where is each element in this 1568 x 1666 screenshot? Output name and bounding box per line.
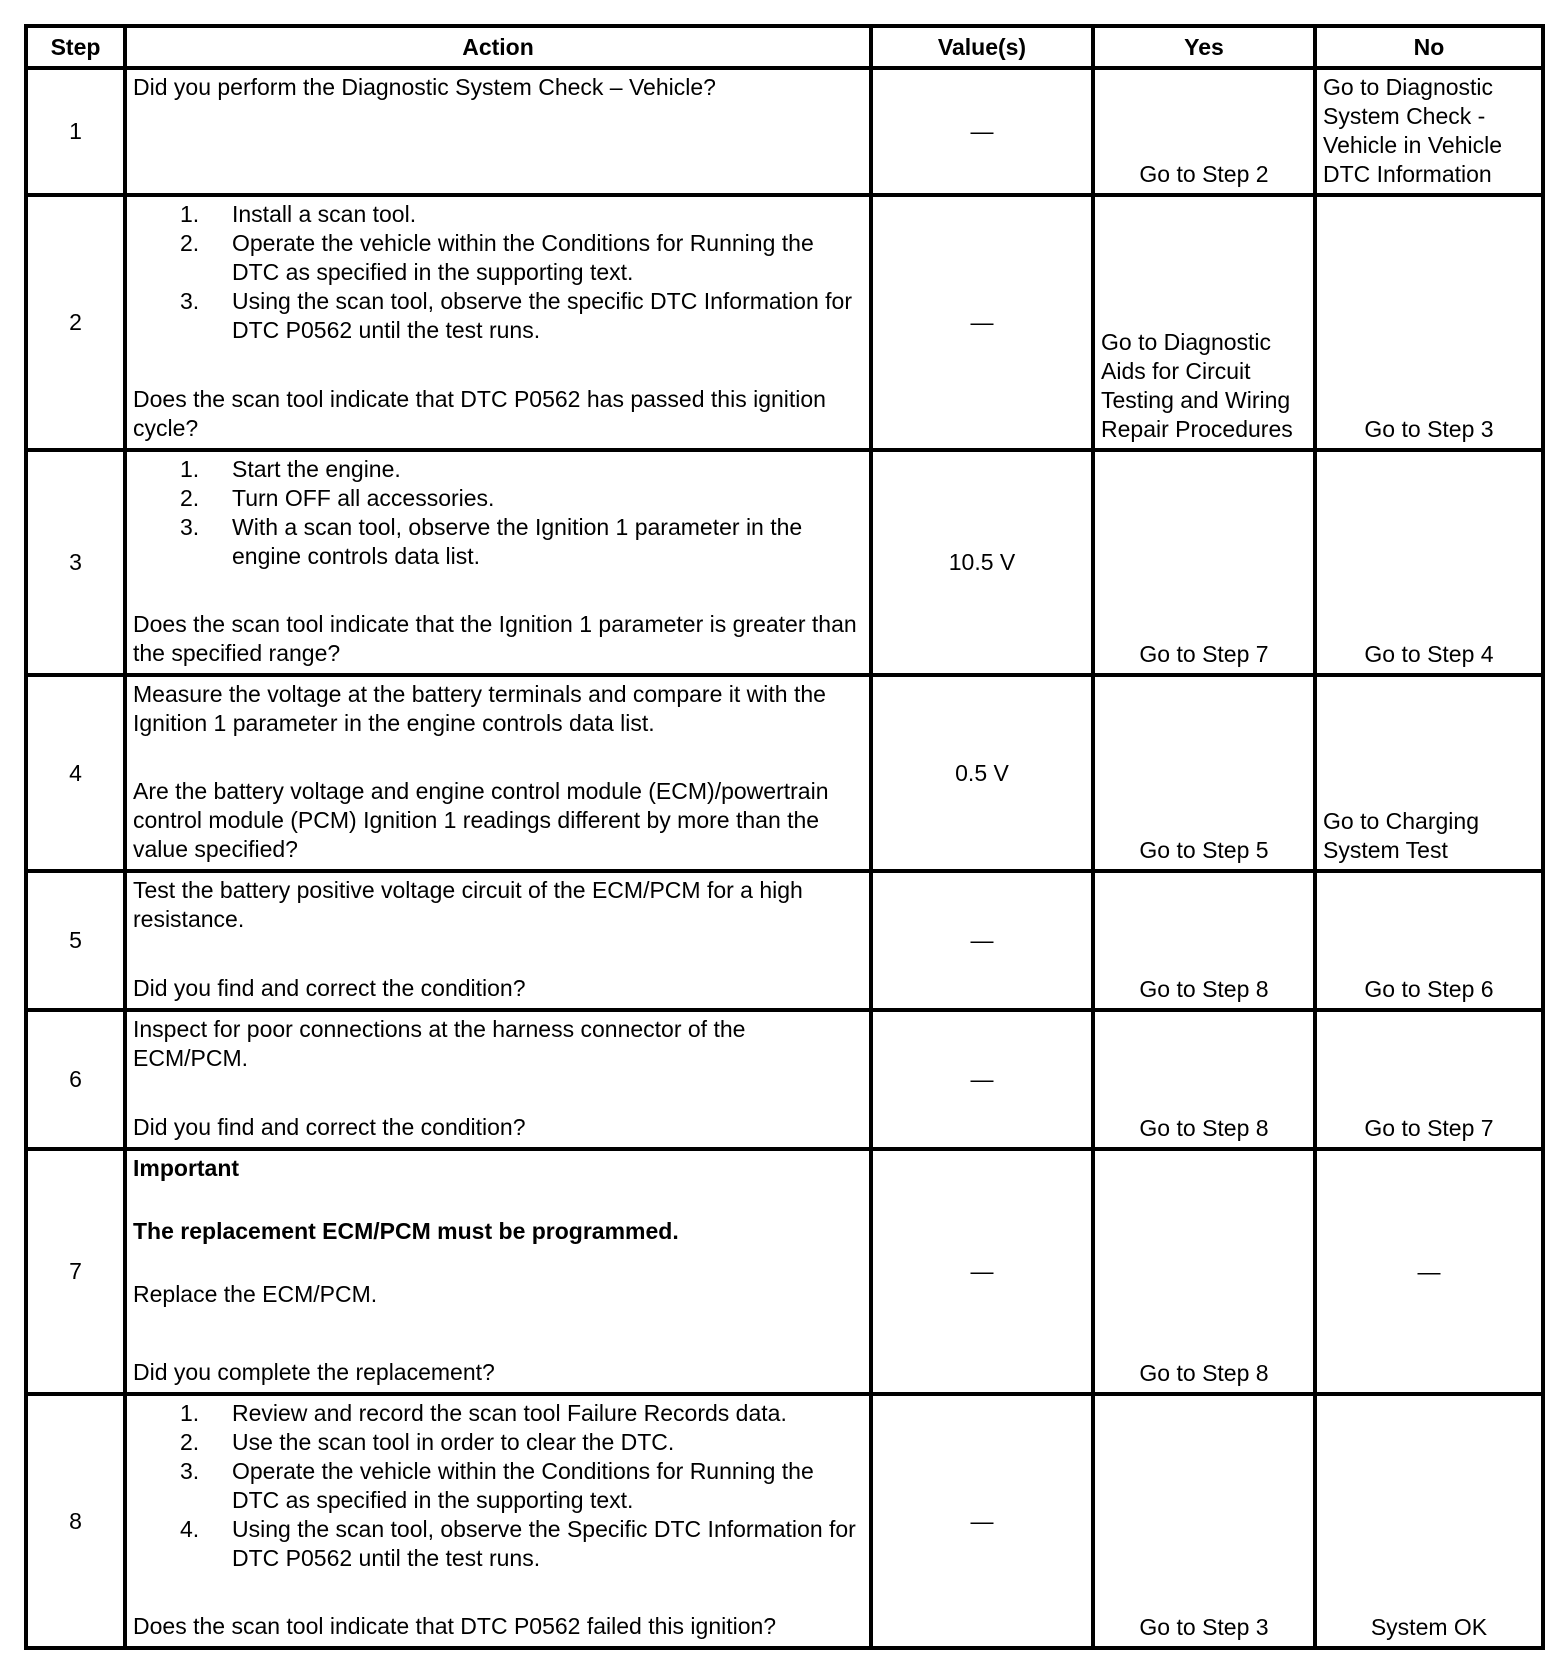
step-number: 5 (26, 871, 125, 1010)
substep-item: With a scan tool, observe the Ignition 1 parameter in the engine controls data list. (232, 514, 803, 569)
substep-item: Using the scan tool, observe the specific DTC Information for DTC P0562 until the test runs. (232, 288, 853, 343)
header-yes: Yes (1093, 26, 1315, 68)
no-cell (1315, 1394, 1543, 1648)
yes-text: Go to Step 7 (1139, 641, 1269, 667)
no-text: Go to Step 3 (1364, 416, 1494, 442)
yes-text: Go to Step 8 (1139, 976, 1269, 1002)
action-cell (125, 1010, 871, 1149)
value-cell: — (871, 195, 1093, 450)
no-cell (1315, 450, 1543, 675)
no-text: System OK (1370, 1614, 1488, 1640)
no-cell (1315, 195, 1543, 450)
action-question: Did you complete the replacement? (133, 1359, 495, 1385)
substep-item: Use the scan tool in order to clear the DTC. (232, 1429, 675, 1455)
action-text: Measure the voltage at the battery terminals and compare it with the Ignition 1 parameter in the engine controls data list. (133, 681, 826, 736)
action-text: Did you perform the Diagnostic System Check – Vehicle? (133, 74, 716, 100)
action-question: Are the battery voltage and engine control module (ECM)/powertrain control module (PCM) Ignition 1 readings different by more than the value specified? (133, 778, 829, 862)
substep-list (133, 455, 863, 571)
value-cell: — (871, 1394, 1093, 1648)
no-cell (1315, 68, 1543, 195)
action-cell (125, 871, 871, 1010)
yes-text: Go to Step 3 (1139, 1614, 1269, 1640)
step-number: 1 (26, 68, 125, 195)
no-text: Go to Step 7 (1364, 1115, 1494, 1141)
important-note: The replacement ECM/PCM must be programmed. (133, 1218, 679, 1244)
action-question: Does the scan tool indicate that DTC P0562 has passed this ignition cycle? (133, 386, 826, 441)
value-cell: — (871, 68, 1093, 195)
step-number: 4 (26, 675, 125, 871)
table-row (26, 675, 1543, 871)
action-cell (125, 68, 871, 195)
header-no: No (1315, 26, 1543, 68)
table-row (26, 1394, 1543, 1648)
table-row (26, 1149, 1543, 1394)
action-question: Did you find and correct the condition? (133, 975, 526, 1001)
yes-cell (1093, 68, 1315, 195)
substep-item: Install a scan tool. (232, 201, 417, 227)
no-text: Go to Diagnostic System Check - Vehicle in Vehicle DTC Information (1323, 74, 1503, 187)
action-cell (125, 450, 871, 675)
substep-item: Operate the vehicle within the Conditions for Running the DTC as specified in the supporting text. (232, 230, 814, 285)
table-row (26, 1010, 1543, 1149)
table-row (26, 871, 1543, 1010)
action-text: Test the battery positive voltage circuit of the ECM/PCM for a high resistance. (133, 877, 803, 932)
value-cell: — (871, 871, 1093, 1010)
yes-cell (1093, 871, 1315, 1010)
substep-item: Turn OFF all accessories. (232, 485, 495, 511)
no-cell (1315, 871, 1543, 1010)
yes-text: Go to Step 5 (1139, 837, 1269, 863)
no-cell (1315, 1149, 1543, 1394)
no-cell (1315, 1010, 1543, 1149)
yes-text: Go to Diagnostic Aids for Circuit Testing and Wiring Repair Procedures (1101, 329, 1293, 442)
value-cell: 0.5 V (871, 675, 1093, 871)
substep-item: Review and record the scan tool Failure Records data. (232, 1400, 787, 1426)
action-cell (125, 1149, 871, 1394)
important-label: Important (133, 1155, 240, 1181)
yes-cell (1093, 675, 1315, 871)
header-row (26, 26, 1543, 68)
yes-text: Go to Step 8 (1139, 1115, 1269, 1141)
action-question: Does the scan tool indicate that DTC P0562 failed this ignition? (133, 1613, 777, 1639)
step-number: 7 (26, 1149, 125, 1394)
no-cell (1315, 675, 1543, 871)
step-number: 6 (26, 1010, 125, 1149)
yes-cell (1093, 195, 1315, 450)
yes-cell (1093, 1394, 1315, 1648)
action-cell (125, 675, 871, 871)
yes-cell (1093, 1149, 1315, 1394)
value-cell: — (871, 1010, 1093, 1149)
yes-cell (1093, 450, 1315, 675)
step-number: 2 (26, 195, 125, 450)
table-row (26, 450, 1543, 675)
action-text: Replace the ECM/PCM. (133, 1281, 378, 1307)
substep-list (133, 1399, 863, 1573)
value-cell: 10.5 V (871, 450, 1093, 675)
value-cell: — (871, 1149, 1093, 1394)
no-text: Go to Charging System Test (1323, 808, 1479, 863)
substep-item: Start the engine. (232, 456, 401, 482)
no-text: Go to Step 6 (1364, 976, 1494, 1002)
step-number: 8 (26, 1394, 125, 1648)
table-row (26, 68, 1543, 195)
action-question: Did you find and correct the condition? (133, 1114, 526, 1140)
diagnostic-table (24, 24, 1545, 1650)
action-cell (125, 195, 871, 450)
yes-cell (1093, 1010, 1315, 1149)
substep-list (133, 200, 863, 345)
header-action: Action (125, 26, 871, 68)
diagnostic-table-container (24, 24, 1541, 1650)
table-row (26, 195, 1543, 450)
action-text: Inspect for poor connections at the harness connector of the ECM/PCM. (133, 1016, 746, 1071)
yes-text: Go to Step 8 (1139, 1360, 1269, 1386)
header-step: Step (26, 26, 125, 68)
action-cell (125, 1394, 871, 1648)
step-number: 3 (26, 450, 125, 675)
header-values: Value(s) (871, 26, 1093, 68)
yes-text: Go to Step 2 (1139, 161, 1269, 187)
no-text: — (1417, 1258, 1441, 1284)
no-text: Go to Step 4 (1364, 641, 1494, 667)
substep-item: Using the scan tool, observe the Specific DTC Information for DTC P0562 until the test runs. (232, 1516, 856, 1571)
substep-item: Operate the vehicle within the Conditions for Running the DTC as specified in the supporting text. (232, 1458, 814, 1513)
action-question: Does the scan tool indicate that the Ignition 1 parameter is greater than the specified range? (133, 611, 857, 666)
